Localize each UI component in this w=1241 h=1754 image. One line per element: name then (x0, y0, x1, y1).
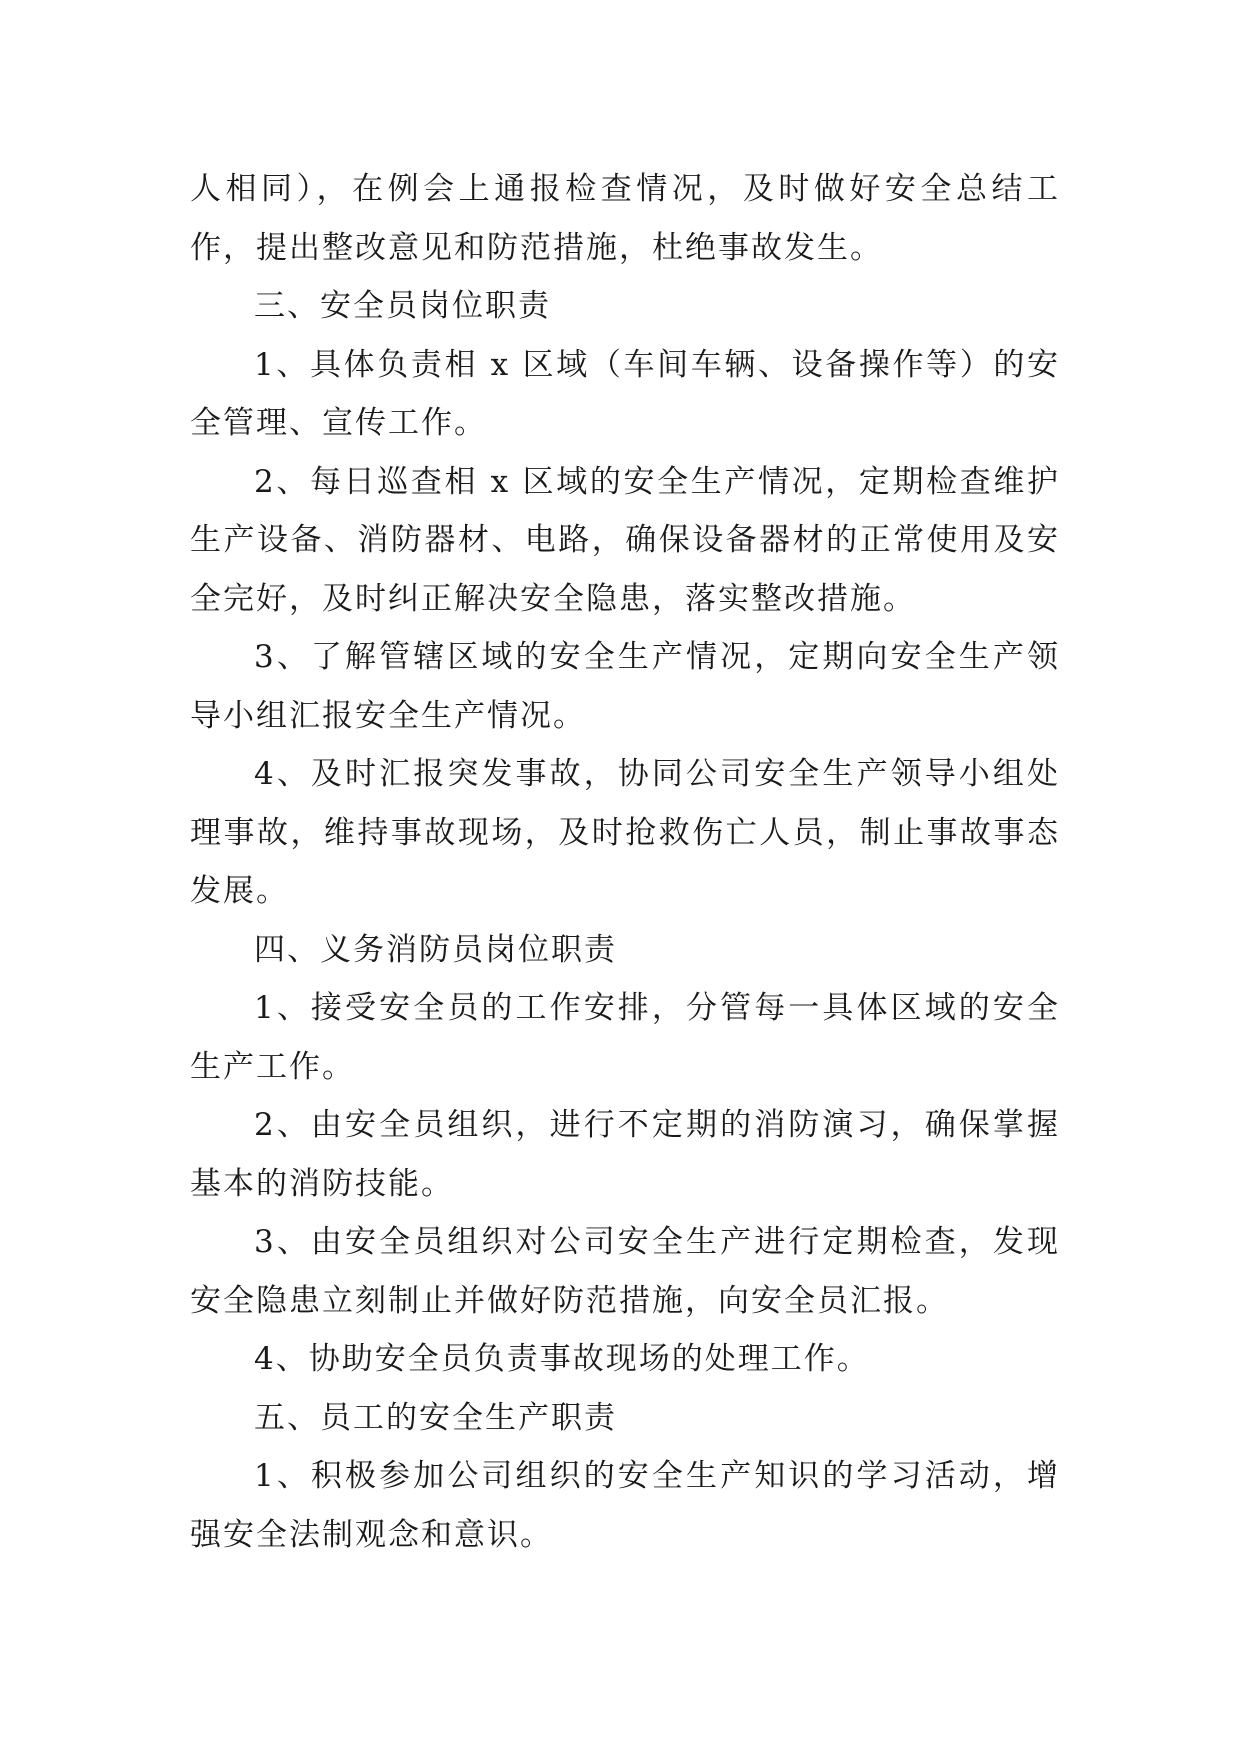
paragraph-continuation: 人相同），在例会上通报检查情况，及时做好安全总结工作，提出整改意见和防范措施，杜绝事故发生。 (190, 171, 1060, 266)
document-body (190, 160, 1060, 1564)
list-item: 1、具体负责相 x 区域（车间车辆、设备操作等）的安全管理、宣传工作。 (190, 346, 1060, 441)
section-heading-safety-officer: 三、安全员岗位职责 (254, 288, 551, 324)
list-item: 1、积极参加公司组织的安全生产知识的学习活动，增强安全法制观念和意识。 (190, 1458, 1060, 1553)
list-item: 4、及时汇报突发事故，协同公司安全生产领导小组处理事故，维持事故现场，及时抢救伤亡人员，制止事故事态发展。 (190, 756, 1060, 909)
list-item: 3、由安全员组织对公司安全生产进行定期检查，发现安全隐患立刻制止并做好防范措施，向安全员汇报。 (190, 1224, 1060, 1319)
list-item: 2、由安全员组织，进行不定期的消防演习，确保掌握基本的消防技能。 (190, 1107, 1060, 1202)
list-item: 1、接受安全员的工作安排，分管每一具体区域的安全生产工作。 (190, 990, 1060, 1085)
section-heading-employee-duties: 五、员工的安全生产职责 (254, 1399, 617, 1436)
list-item: 4、协助安全员负责事故现场的处理工作。 (254, 1341, 870, 1377)
list-item: 2、每日巡查相 x 区域的安全生产情况，定期检查维护生产设备、消防器材、电路，确保设备器材的正常使用及安全完好，及时纠正解决安全隐患，落实整改措施。 (190, 463, 1060, 617)
section-heading-volunteer-firefighter: 四、义务消防员岗位职责 (254, 931, 617, 968)
list-item: 3、了解管辖区域的安全生产情况，定期向安全生产领导小组汇报安全生产情况。 (190, 639, 1060, 734)
